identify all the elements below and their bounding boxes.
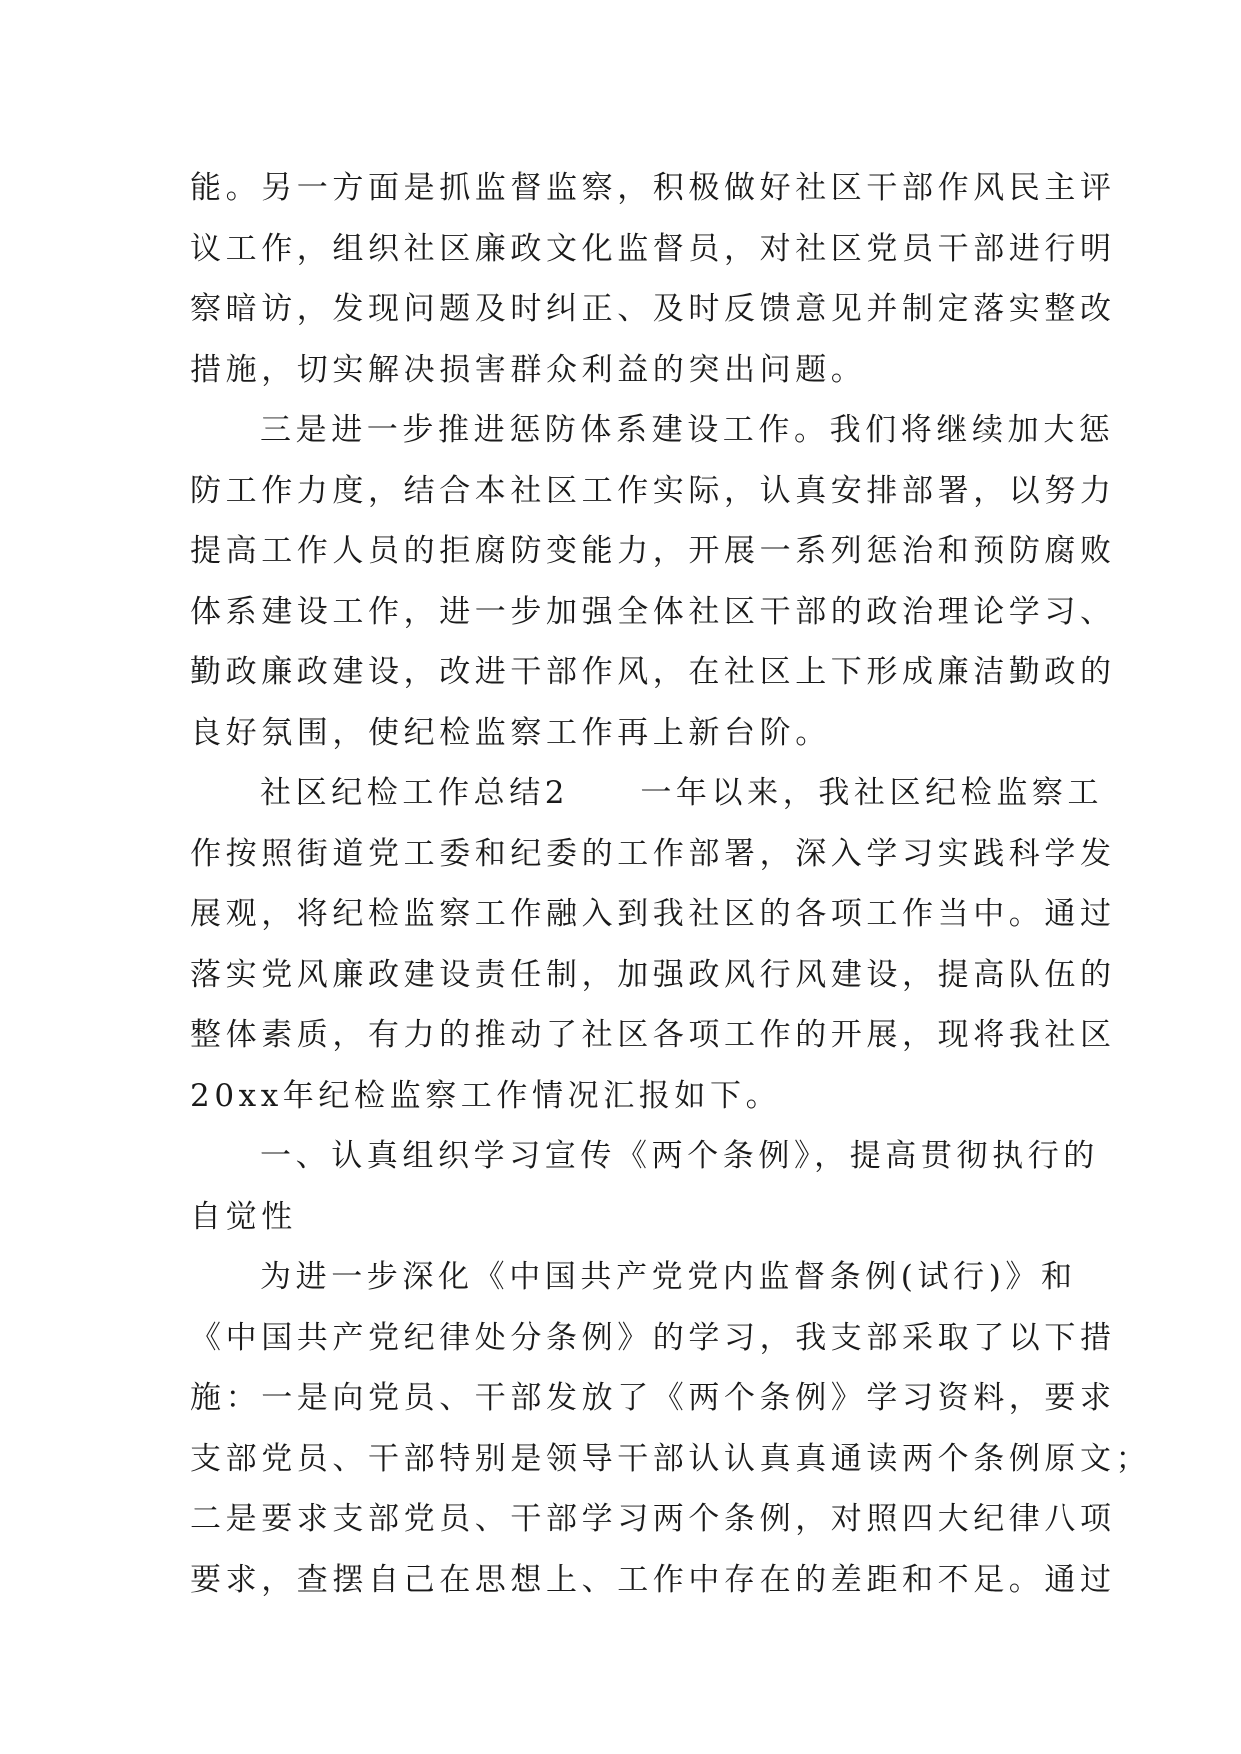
text-line: 落实党风廉政建设责任制，加强政风行风建设，提高队伍的	[190, 956, 1116, 993]
text-line: 提高工作人员的拒腐防变能力，开展一系列惩治和预防腐败	[190, 533, 1116, 569]
section-title-line: 社区纪检工作总结2 一年以来，我社区纪检监察工	[260, 775, 1104, 811]
text-line: 议工作，组织社区廉政文化监督员，对社区党员干部进行明	[190, 230, 1116, 267]
text-line: 防工作力度，结合本社区工作实际，认真安排部署，以努力	[190, 472, 1116, 509]
text-line: 施：一是向党员、干部发放了《两个条例》学习资料，要求	[190, 1380, 1116, 1416]
paragraph-start-line: 三是进一步推进惩防体系建设工作。我们将继续加大惩	[260, 412, 1115, 448]
document-body	[190, 158, 1152, 1610]
text-line: 支部党员、干部特别是领导干部认认真真通读两个条例原文；	[190, 1440, 1152, 1477]
text-line: 察暗访，发现问题及时纠正、及时反馈意见并制定落实整改	[190, 291, 1116, 327]
text-line: 二是要求支部党员、干部学习两个条例，对照四大纪律八项	[190, 1501, 1116, 1537]
text-line: 整体素质，有力的推动了社区各项工作的开展，现将我社区	[190, 1017, 1116, 1053]
text-line: 体系建设工作，进一步加强全体社区干部的政治理论学习、	[190, 593, 1116, 630]
text-line: 措施，切实解决损害群众利益的突出问题。	[190, 351, 867, 388]
text-line: 勤政廉政建设，改进干部作风，在社区上下形成廉洁勤政的	[190, 654, 1116, 690]
text-line: 展观，将纪检监察工作融入到我社区的各项工作当中。通过	[190, 896, 1116, 932]
text-line: 20xx年纪检监察工作情况汇报如下。	[190, 1077, 782, 1114]
heading-line: 一、认真组织学习宣传《两个条例》，提高贯彻执行的	[260, 1138, 1099, 1174]
text-line: 要求，查摆自己在思想上、工作中存在的差距和不足。通过	[190, 1561, 1116, 1598]
text-line: 良好氛围，使纪检监察工作再上新台阶。	[190, 714, 831, 751]
heading-line-continued: 自觉性	[190, 1198, 297, 1235]
text-line: 《中国共产党纪律处分条例》的学习，我支部采取了以下措	[190, 1319, 1116, 1356]
paragraph-start-line: 为进一步深化《中国共产党党内监督条例(试行)》和	[260, 1259, 1077, 1295]
text-line: 作按照街道党工委和纪委的工作部署，深入学习实践科学发	[190, 835, 1116, 872]
text-line: 能。另一方面是抓监督监察，积极做好社区干部作风民主评	[190, 170, 1116, 206]
